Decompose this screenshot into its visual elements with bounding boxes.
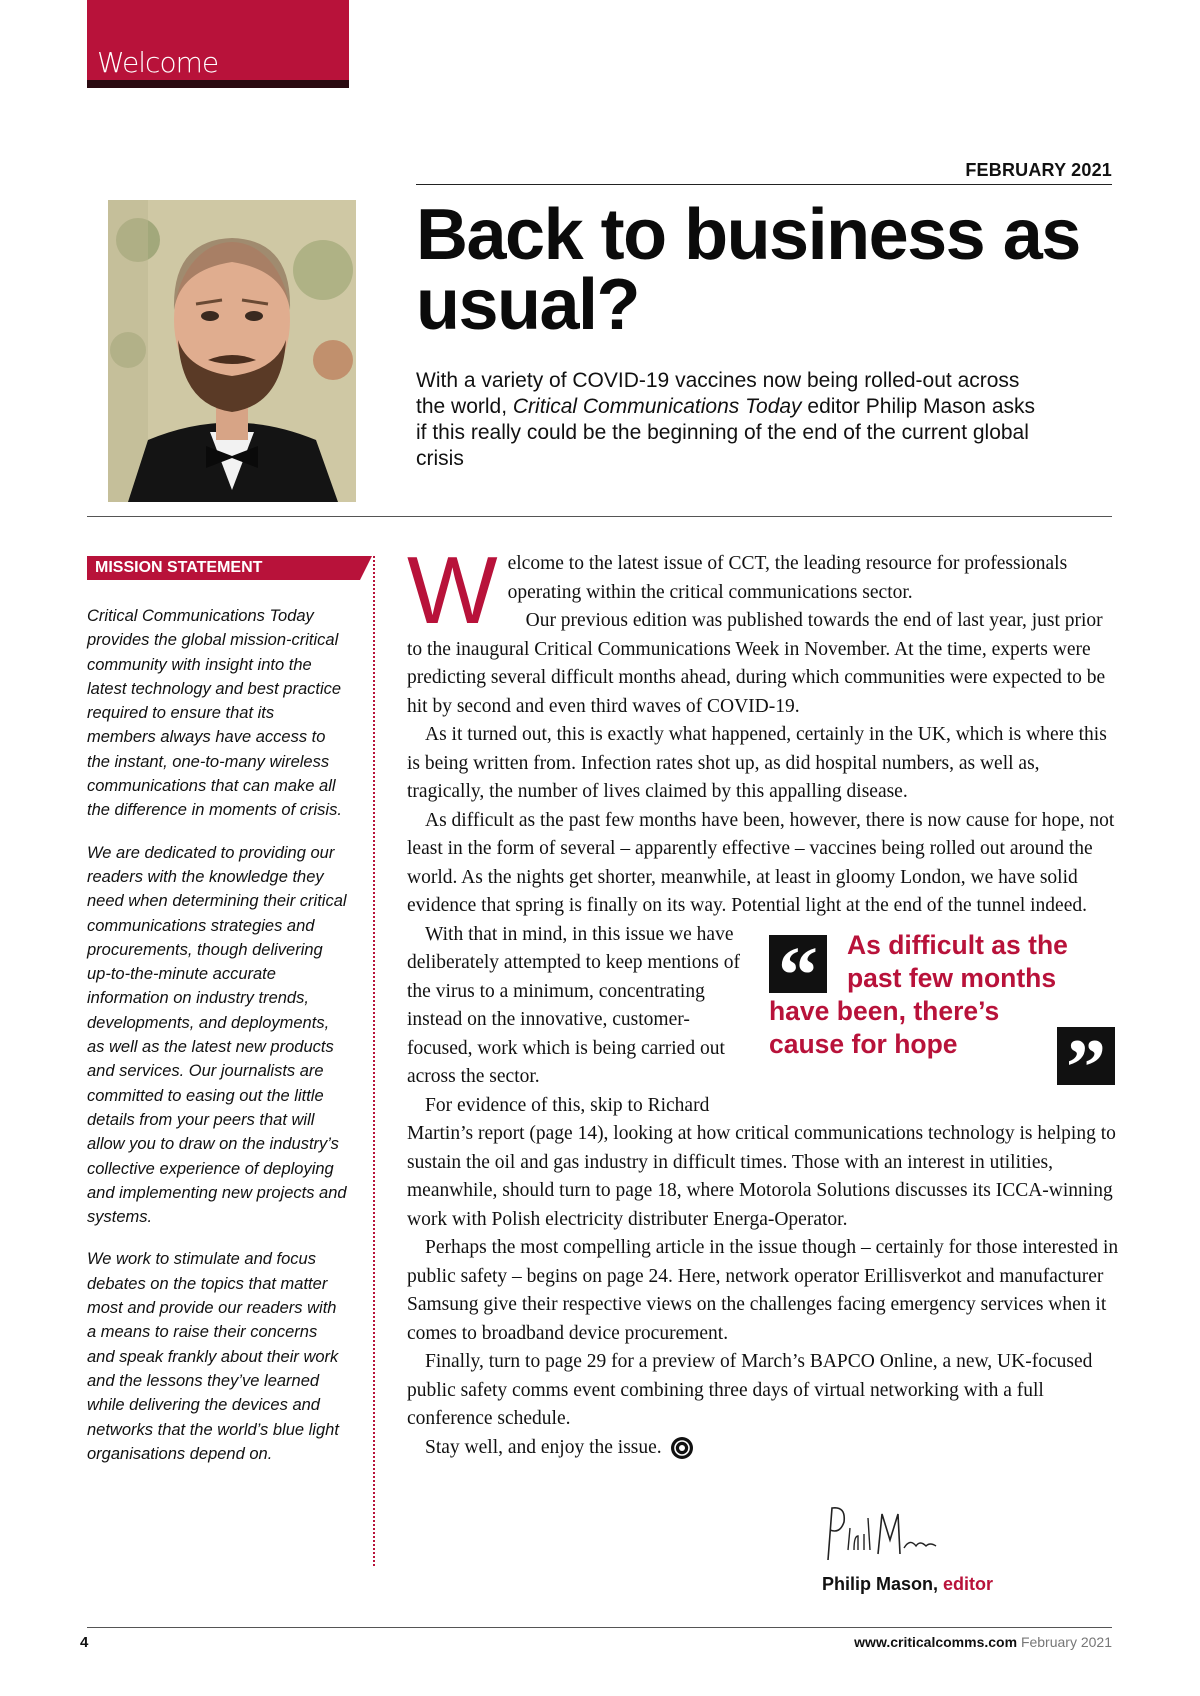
column-divider [373, 556, 375, 1566]
mission-paragraph: We are dedicated to providing our readers with the knowledge they need when determining their critical communications strategies and procurements, though delivering up-to-the-minute accurate information on industry trends, developments, and deployments, as well as the latest new products and services. Our journalists are committed to easing out the little details from your peers that will allow you to draw on the industry’s collective experience of deploying and implementing new projects and systems. [87, 843, 347, 1227]
footer-date: February 2021 [1020, 1634, 1112, 1650]
sign-off [822, 1574, 993, 1595]
editor-name: Philip Mason, [822, 1574, 939, 1594]
standfirst [416, 368, 1036, 472]
footer-url[interactable]: www.criticalcomms.com [854, 1634, 1018, 1650]
body-paragraph: With that in mind, in this issue we have deliberately attempted to keep mentions of the virus to a minimum, concentrating instead on the innovative, customer-focused, work which is being carried out across the sector. [407, 923, 741, 1087]
standfirst-after: editor Philip Mason asks if this really could be the beginning of the end of the current global crisis [416, 395, 1036, 470]
footer-info [854, 1634, 1112, 1650]
pull-quote-line: cause for hope [769, 1028, 958, 1059]
top-divider [416, 184, 1112, 185]
editor-signature [820, 1500, 940, 1570]
body-closing-text: Stay well, and enjoy the issue. [425, 1436, 662, 1458]
editor-role: editor [943, 1574, 994, 1594]
issue-date: FEBRUARY 2021 [965, 160, 1112, 180]
open-quote-icon: “ [769, 935, 827, 993]
body-closing-paragraph [407, 1434, 1119, 1463]
article-end-icon [670, 1436, 694, 1460]
pull-quote-line: past few months [847, 962, 1057, 993]
section-tab [87, 0, 349, 88]
mission-paragraph: We work to stimulate and focus debates on the topics that matter most and provide our readers with a means to raise their concerns and speak frankly about their work and the lessons they’ve learned while delivering the devices and networks that the world’s blue light organisations depend on. [87, 1250, 339, 1463]
drop-cap: W [407, 537, 498, 644]
standfirst-before: With a variety of COVID-19 vaccines now being rolled-out across the world, [416, 369, 1020, 418]
standfirst-publication: Critical Communications Today [512, 395, 802, 418]
pull-quote-line: As difficult as the [847, 929, 1068, 960]
body-paragraph: elcome to the latest issue of CCT, the leading resource for professionals operating within the critical communications sector. [507, 553, 1068, 603]
close-quote-icon: ” [1057, 1027, 1115, 1085]
mission-statement-label: MISSION STATEMENT [87, 556, 360, 580]
section-divider [87, 516, 1112, 517]
pull-quote [769, 929, 1119, 1112]
body-paragraph: For evidence of this, skip to Richard Martin’s report (page 14), looking at how critical communications technology is helping to sustain the oil and gas industry in difficult times. Those with an interest in utilities, meanwhile, should turn to page 18, where Motorola Solutions discusses its ICCA-winning work with Polish electricity distributer Energa-Operator. [407, 1094, 1116, 1230]
section-tab-label: Welcome [97, 46, 219, 79]
body-paragraph: As it turned out, this is exactly what happened, certainly in the UK, which is where this is being written from. Infection rates shot up, as did hospital numbers, as well as, tragically, the number of lives claimed by this appalling disease. [407, 724, 1107, 802]
page-number: 4 [80, 1634, 89, 1651]
mission-paragraph: Critical Communications Today provides the global mission-critical community with insight into the latest technology and best practice required to ensure that its members always have access to the instant, one-to-many wireless communications that can make all the difference in moments of crisis. [87, 607, 342, 820]
body-paragraph: Perhaps the most compelling article in the issue though – certainly for those interested in public safety – begins on page 24. Here, network operator Erillisverkot and manufacturer Samsung give their respective views on the challenges facing emergency services when it comes to broadband device procurement. [407, 1237, 1119, 1344]
pull-quote-line: have been, there’s [769, 995, 1000, 1026]
mission-statement-text [87, 604, 347, 1484]
article-body [407, 537, 1119, 1462]
body-paragraph: As difficult as the past few months have been, however, there is now cause for hope, not least in the form of several – apparently effective – vaccines being rolled out around the world. As the nights get shorter, meanwhile, at least in gloomy London, we have solid evidence that spring is finally on its way. Potential light at the end of the tunnel indeed. [407, 809, 1115, 916]
body-paragraph: Finally, turn to page 29 for a preview of March’s BAPCO Online, a new, UK-focused public safety comms event combining three days of virtual networking with a full conference schedule. [407, 1351, 1093, 1429]
footer-divider [87, 1627, 1112, 1628]
pull-quote-text [769, 929, 1109, 1061]
editor-portrait [108, 200, 356, 502]
body-paragraph: Our previous edition was published towards the end of last year, just prior to the inaugural Critical Communications Week in November. At the time, experts were predicting several difficult months ahead, during which communities were expected to be hit by second and even third waves of COVID-19. [407, 610, 1106, 717]
headline: Back to business as usual? [416, 195, 1080, 345]
